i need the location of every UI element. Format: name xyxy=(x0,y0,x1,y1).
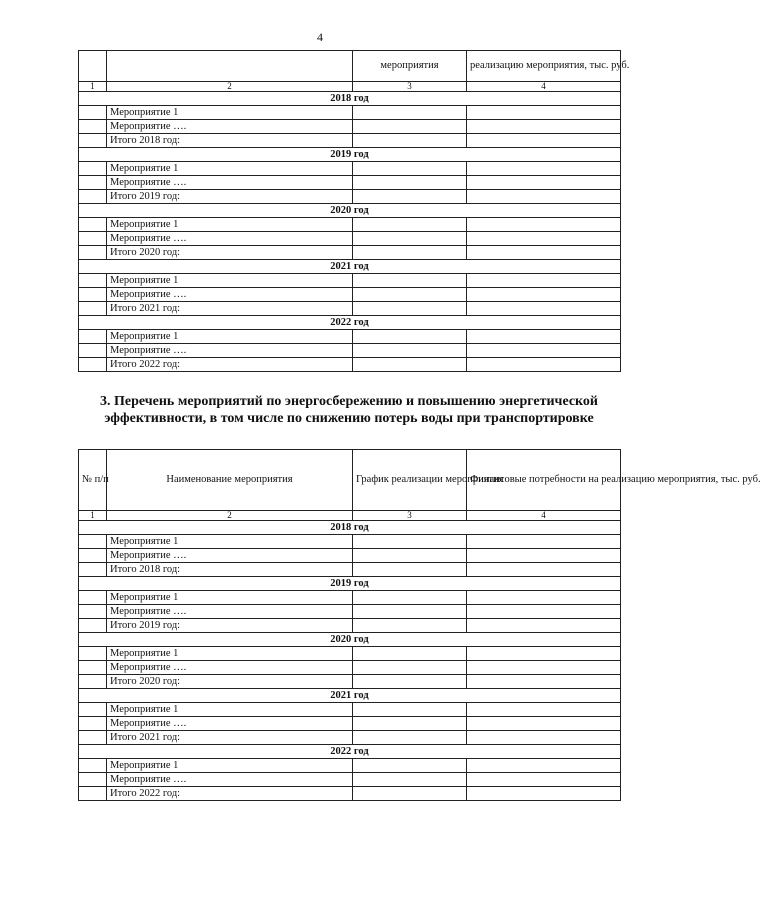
year-row xyxy=(79,521,621,535)
cell-finance xyxy=(467,344,621,358)
header-cell-finance: реализацию мероприятия, тыс. руб. xyxy=(467,51,621,82)
cell-number xyxy=(79,176,107,190)
cell-number xyxy=(79,773,107,787)
column-number: 4 xyxy=(467,511,621,521)
year-heading: 2021 год xyxy=(79,689,621,703)
cell-number xyxy=(79,661,107,675)
cell-number xyxy=(79,787,107,801)
cell-finance xyxy=(467,162,621,176)
cell-finance xyxy=(467,218,621,232)
cell-schedule xyxy=(353,134,467,148)
page-number: 4 xyxy=(317,30,323,44)
year-row xyxy=(79,633,621,647)
total-label: Итого 2021 год: xyxy=(107,302,353,316)
cell-finance xyxy=(467,358,621,372)
table-header-row xyxy=(79,450,621,511)
event-name: Мероприятие 1 xyxy=(107,759,353,773)
header-cell-schedule: График реализации мероприятия xyxy=(353,450,467,511)
year-row xyxy=(79,577,621,591)
total-row xyxy=(79,134,621,148)
total-row xyxy=(79,358,621,372)
total-label: Итого 2018 год: xyxy=(107,134,353,148)
total-row xyxy=(79,190,621,204)
section-title: 3. Перечень мероприятий по энергосбережению и повышению энергетической эффективности, в том числе по снижению потерь воды при транспортировке xyxy=(99,394,599,426)
cell-finance xyxy=(467,190,621,204)
cell-finance xyxy=(467,134,621,148)
column-number: 1 xyxy=(79,511,107,521)
event-name: Мероприятие 1 xyxy=(107,330,353,344)
event-row xyxy=(79,535,621,549)
event-row xyxy=(79,330,621,344)
cell-schedule xyxy=(353,106,467,120)
cell-number xyxy=(79,563,107,577)
event-name: Мероприятие …. xyxy=(107,717,353,731)
year-row xyxy=(79,689,621,703)
column-number: 2 xyxy=(107,511,353,521)
cell-schedule xyxy=(353,619,467,633)
year-heading: 2021 год xyxy=(79,260,621,274)
cell-schedule xyxy=(353,288,467,302)
total-label: Итого 2020 год: xyxy=(107,675,353,689)
year-heading: 2020 год xyxy=(79,204,621,218)
header-cell-number xyxy=(79,51,107,82)
event-row xyxy=(79,549,621,563)
event-row xyxy=(79,162,621,176)
cell-finance xyxy=(467,787,621,801)
total-row xyxy=(79,302,621,316)
cell-schedule xyxy=(353,591,467,605)
event-name: Мероприятие …. xyxy=(107,605,353,619)
cell-number xyxy=(79,358,107,372)
column-number: 4 xyxy=(467,82,621,92)
cell-schedule xyxy=(353,162,467,176)
cell-number xyxy=(79,675,107,689)
event-name: Мероприятие 1 xyxy=(107,274,353,288)
cell-schedule xyxy=(353,274,467,288)
event-row xyxy=(79,288,621,302)
event-row xyxy=(79,176,621,190)
cell-number xyxy=(79,274,107,288)
column-number-row xyxy=(79,82,621,92)
event-row xyxy=(79,344,621,358)
event-name: Мероприятие …. xyxy=(107,232,353,246)
cell-number xyxy=(79,302,107,316)
cell-finance xyxy=(467,661,621,675)
event-name: Мероприятие 1 xyxy=(107,218,353,232)
year-heading: 2022 год xyxy=(79,745,621,759)
cell-schedule xyxy=(353,190,467,204)
cell-number xyxy=(79,190,107,204)
cell-schedule xyxy=(353,358,467,372)
total-label: Итого 2022 год: xyxy=(107,358,353,372)
total-row xyxy=(79,563,621,577)
header-cell-number: № п/п xyxy=(79,450,107,511)
cell-finance xyxy=(467,535,621,549)
year-heading: 2019 год xyxy=(79,577,621,591)
year-heading: 2018 год xyxy=(79,92,621,106)
cell-number xyxy=(79,605,107,619)
cell-finance xyxy=(467,591,621,605)
cell-finance xyxy=(467,773,621,787)
year-row xyxy=(79,260,621,274)
cell-schedule xyxy=(353,675,467,689)
year-heading: 2018 год xyxy=(79,521,621,535)
event-row xyxy=(79,106,621,120)
cell-schedule xyxy=(353,302,467,316)
cell-finance xyxy=(467,647,621,661)
event-name: Мероприятие …. xyxy=(107,288,353,302)
total-row xyxy=(79,675,621,689)
year-row xyxy=(79,92,621,106)
cell-number xyxy=(79,647,107,661)
year-row xyxy=(79,316,621,330)
event-row xyxy=(79,703,621,717)
cell-schedule xyxy=(353,535,467,549)
cell-finance xyxy=(467,288,621,302)
cell-schedule xyxy=(353,717,467,731)
event-row xyxy=(79,773,621,787)
cell-schedule xyxy=(353,232,467,246)
cell-number xyxy=(79,330,107,344)
event-name: Мероприятие 1 xyxy=(107,591,353,605)
cell-number xyxy=(79,703,107,717)
cell-schedule xyxy=(353,563,467,577)
event-row xyxy=(79,591,621,605)
cell-number xyxy=(79,717,107,731)
year-heading: 2019 год xyxy=(79,148,621,162)
column-number: 1 xyxy=(79,82,107,92)
cell-schedule xyxy=(353,120,467,134)
cell-schedule xyxy=(353,344,467,358)
cell-number xyxy=(79,246,107,260)
header-cell-schedule: мероприятия xyxy=(353,51,467,82)
cell-number xyxy=(79,591,107,605)
cell-number xyxy=(79,731,107,745)
cell-schedule xyxy=(353,605,467,619)
cell-schedule xyxy=(353,731,467,745)
cell-schedule xyxy=(353,218,467,232)
energy-saving-events-table xyxy=(78,449,761,801)
event-name: Мероприятие …. xyxy=(107,176,353,190)
column-number-row xyxy=(79,511,621,521)
events-table-continued xyxy=(78,50,630,372)
cell-finance xyxy=(467,246,621,260)
cell-finance xyxy=(467,549,621,563)
cell-schedule xyxy=(353,703,467,717)
cell-finance xyxy=(467,274,621,288)
column-number: 3 xyxy=(353,82,467,92)
event-row xyxy=(79,759,621,773)
cell-finance xyxy=(467,176,621,190)
cell-finance xyxy=(467,731,621,745)
cell-schedule xyxy=(353,661,467,675)
event-name: Мероприятие …. xyxy=(107,773,353,787)
cell-schedule xyxy=(353,787,467,801)
year-row xyxy=(79,204,621,218)
cell-number xyxy=(79,288,107,302)
cell-finance xyxy=(467,717,621,731)
total-row xyxy=(79,619,621,633)
event-row xyxy=(79,647,621,661)
cell-number xyxy=(79,759,107,773)
total-label: Итого 2022 год: xyxy=(107,787,353,801)
cell-schedule xyxy=(353,176,467,190)
event-name: Мероприятие 1 xyxy=(107,162,353,176)
total-label: Итого 2020 год: xyxy=(107,246,353,260)
total-label: Итого 2018 год: xyxy=(107,563,353,577)
event-row xyxy=(79,232,621,246)
total-row xyxy=(79,787,621,801)
event-row xyxy=(79,120,621,134)
total-label: Итого 2019 год: xyxy=(107,190,353,204)
total-row xyxy=(79,246,621,260)
cell-number xyxy=(79,549,107,563)
cell-number xyxy=(79,106,107,120)
cell-finance xyxy=(467,302,621,316)
year-row xyxy=(79,745,621,759)
table-header-row xyxy=(79,51,621,82)
column-number: 2 xyxy=(107,82,353,92)
cell-finance xyxy=(467,759,621,773)
event-row xyxy=(79,605,621,619)
cell-finance xyxy=(467,330,621,344)
cell-number xyxy=(79,218,107,232)
cell-finance xyxy=(467,675,621,689)
total-row xyxy=(79,731,621,745)
cell-schedule xyxy=(353,549,467,563)
cell-number xyxy=(79,619,107,633)
header-cell-name: Наименование мероприятия xyxy=(107,450,353,511)
total-label: Итого 2019 год: xyxy=(107,619,353,633)
cell-finance xyxy=(467,106,621,120)
event-name: Мероприятие …. xyxy=(107,120,353,134)
cell-number xyxy=(79,535,107,549)
event-name: Мероприятие 1 xyxy=(107,647,353,661)
event-name: Мероприятие 1 xyxy=(107,106,353,120)
cell-finance xyxy=(467,232,621,246)
event-row xyxy=(79,661,621,675)
cell-schedule xyxy=(353,647,467,661)
column-number: 3 xyxy=(353,511,467,521)
event-row xyxy=(79,717,621,731)
year-row xyxy=(79,148,621,162)
cell-number xyxy=(79,162,107,176)
header-cell-name xyxy=(107,51,353,82)
year-heading: 2020 год xyxy=(79,633,621,647)
event-row xyxy=(79,274,621,288)
cell-finance xyxy=(467,605,621,619)
cell-number xyxy=(79,344,107,358)
cell-schedule xyxy=(353,246,467,260)
cell-schedule xyxy=(353,773,467,787)
cell-finance xyxy=(467,120,621,134)
header-cell-finance: Финансовые потребности на реализацию мероприятия, тыс. руб. xyxy=(467,450,621,511)
cell-finance xyxy=(467,703,621,717)
cell-schedule xyxy=(353,759,467,773)
cell-schedule xyxy=(353,330,467,344)
year-heading: 2022 год xyxy=(79,316,621,330)
cell-number xyxy=(79,232,107,246)
cell-number xyxy=(79,120,107,134)
event-row xyxy=(79,218,621,232)
event-name: Мероприятие 1 xyxy=(107,535,353,549)
cell-number xyxy=(79,134,107,148)
total-label: Итого 2021 год: xyxy=(107,731,353,745)
event-name: Мероприятие …. xyxy=(107,344,353,358)
cell-finance xyxy=(467,619,621,633)
cell-finance xyxy=(467,563,621,577)
event-name: Мероприятие 1 xyxy=(107,703,353,717)
event-name: Мероприятие …. xyxy=(107,661,353,675)
event-name: Мероприятие …. xyxy=(107,549,353,563)
